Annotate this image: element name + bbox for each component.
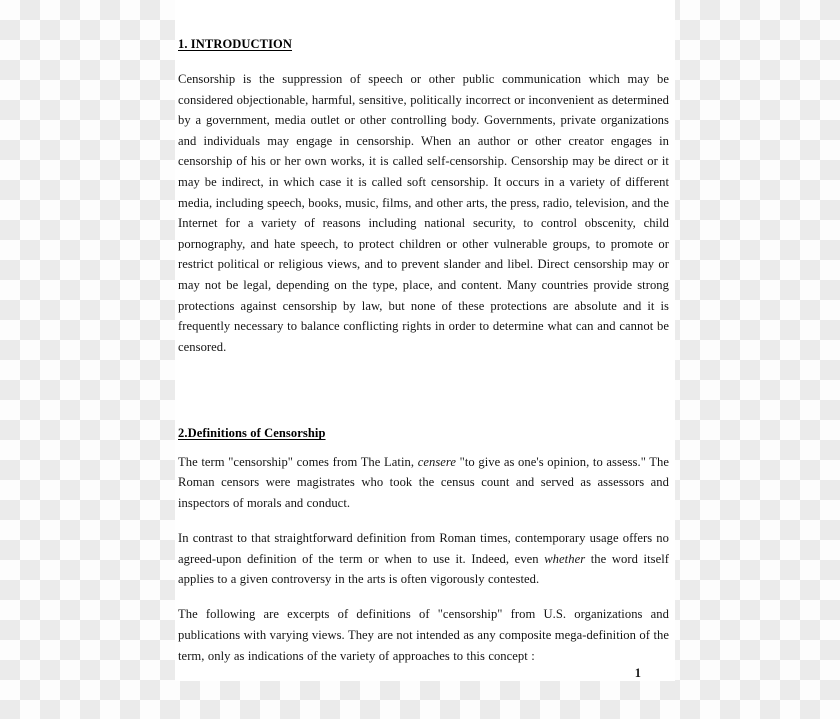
italic-term: censere xyxy=(417,454,457,469)
text-run: The following are excerpts of definitions of "censorship" from U.S. organizations and publications with varying views. They are not intended as any composite mega-definition of the term, only as indications of the variety of approaches to this concept : xyxy=(178,607,669,663)
section-1-heading-row xyxy=(178,34,669,55)
text-run: "to give as one's opinion, to assess." The Roman censors were magistrates who took the census count and served as assessors and inspectors of morals and conduct. xyxy=(178,454,669,510)
page-number: 1 xyxy=(634,666,641,680)
italic-term: whether xyxy=(544,551,586,566)
section-2-heading-row xyxy=(178,423,669,444)
text-run: The term "censorship" comes from The Latin, xyxy=(178,454,418,469)
paragraph-introduction xyxy=(178,69,669,357)
section-heading-introduction: 1. INTRODUCTION xyxy=(178,37,293,51)
top-margin-spacer xyxy=(178,0,669,34)
page-content-area xyxy=(178,0,669,666)
paragraph-definitions-2 xyxy=(178,528,669,590)
paragraph-definitions-3 xyxy=(178,604,669,666)
text-run: Censorship is the suppression of speech or other public communication which may be considered objectionable, harmful, sensitive, politically incorrect or inconvenient as determined by a government, media outlet or other controlling body. Governments, private organizations and individuals may engage in censorship. When an author or other creator engages in censorship of his or her own works, it is called self-censorship. Censorship may be direct or it may be indirect, in which case it is called soft censorship. It occurs in a variety of different media, including speech, books, music, films, and other arts, the press, radio, television, and the Internet for a variety of reasons including national security, to control obscenity, child pornography, and hate speech, to protect children or other vulnerable groups, to promote or restrict political or religious views, and to prevent slander and libel. Direct censorship may or may not be legal, depending on the type, place, and content. Many countries provide strong protections against censorship by law, but none of these protections are absolute and it is frequently necessary to balance conflicting rights in order to determine what can and cannot be censored. xyxy=(178,72,669,354)
paragraph-gap-1 xyxy=(178,514,669,529)
paragraph-definitions-1 xyxy=(178,452,669,514)
heading-1-gap xyxy=(178,55,669,70)
heading-2-gap xyxy=(178,444,669,452)
section-heading-definitions-of-censorship: 2.Definitions of Censorship xyxy=(178,426,326,441)
text-run: the word itself applies to a given controversy in the arts is often vigorously contested. xyxy=(178,551,670,587)
section-gap xyxy=(178,357,669,423)
document-page xyxy=(175,0,675,681)
paragraph-gap-2 xyxy=(178,590,669,605)
text-run: In contrast to that straightforward definition from Roman times, contemporary usage offers no agreed-upon definition of the term or when to use it. Indeed, even xyxy=(178,531,669,566)
